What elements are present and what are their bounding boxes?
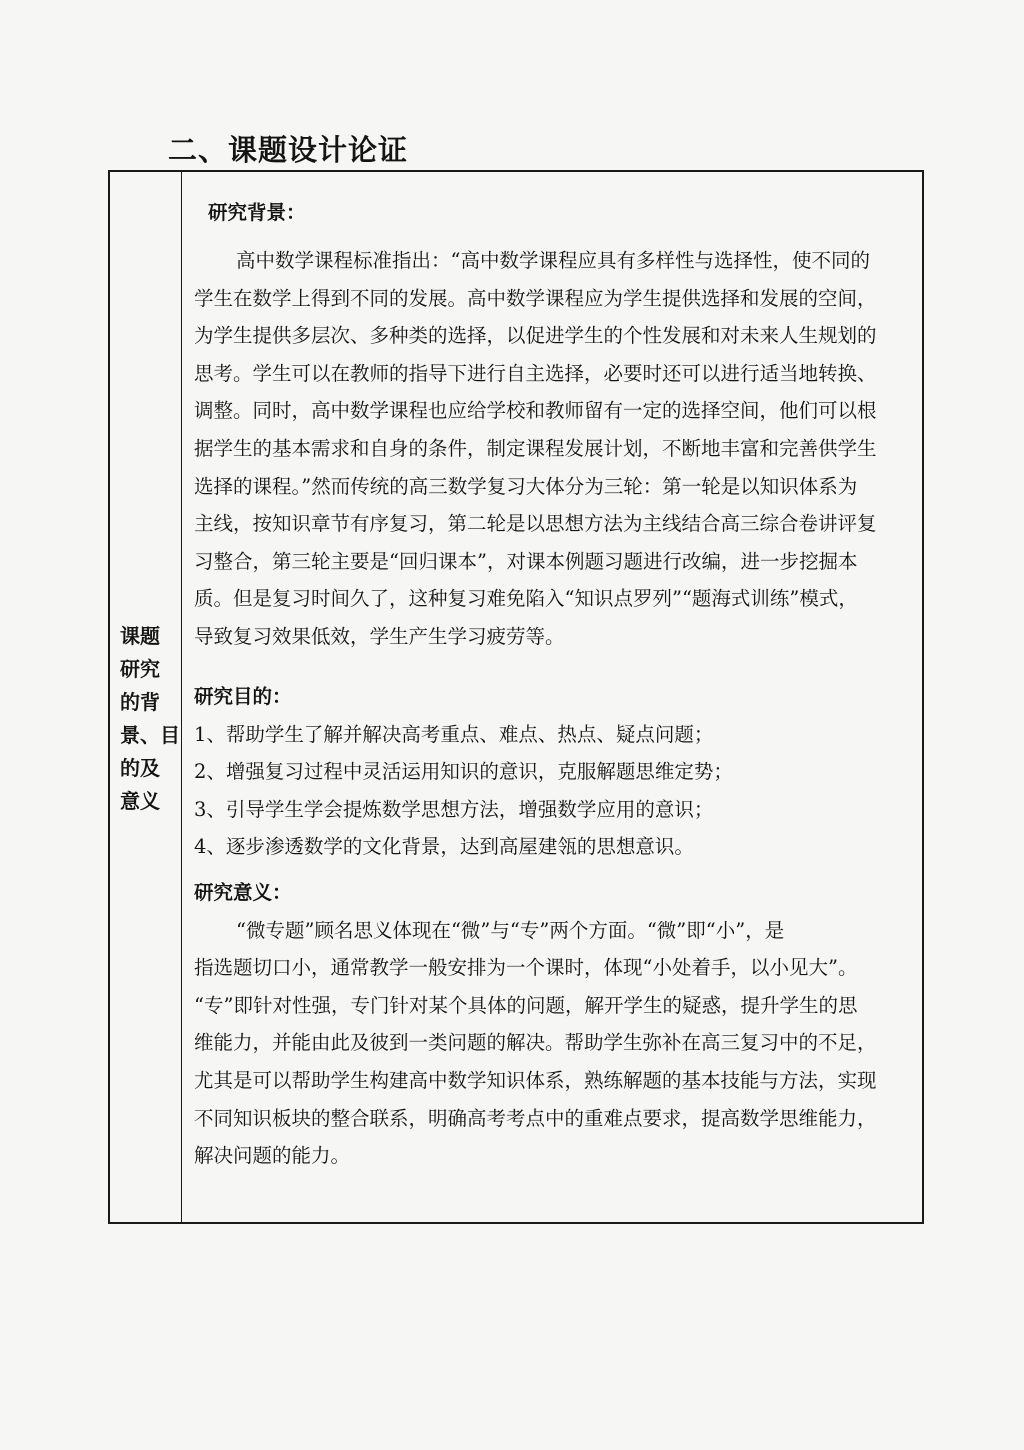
text-line: “专”即针对性强，专门针对某个具体的问题，解开学生的疑惑，提升学生的思: [194, 993, 858, 1017]
text-line: 解决问题的能力。: [194, 1144, 351, 1168]
text-line: 尤其是可以帮助学生构建高中数学知识体系，熟练解题的基本技能与方法，实现: [194, 1068, 877, 1092]
purpose-item: 4、逐步渗透数学的文化背景，达到高屋建瓴的思想意识。: [194, 835, 694, 859]
row-label-line: 课题: [120, 624, 160, 648]
text-line: 据学生的基本需求和自身的条件，制定课程发展计划，不断地丰富和完善供学生: [194, 436, 877, 460]
purpose-section: [194, 678, 920, 866]
text-line: 选择的课程。”然而传统的高三数学复习大体分为三轮：第一轮是以知识体系为: [194, 474, 858, 498]
form-table: [108, 170, 924, 1224]
row-label-line: 意义: [120, 789, 160, 813]
text-line: “微专题”顾名思义体现在“微”与“专”两个方面。“微”即“小”，是: [236, 918, 785, 942]
text-line: 为学生提供多层次、多种类的选择，以促进学生的个性发展和对未来人生规划的: [194, 324, 877, 348]
significance-section: [194, 874, 920, 1175]
text-line: 调整。同时，高中数学课程也应给学校和教师留有一定的选择空间，他们可以根: [194, 399, 877, 423]
row-label-line: 研究: [120, 657, 160, 681]
text-line: 学生在数学上得到不同的发展。高中数学课程应为学生提供选择和发展的空间，: [194, 286, 877, 310]
purpose-item: 2、增强复习过程中灵活运用知识的意识，克服解题思维定势；: [194, 760, 733, 784]
section-title: 二、课题设计论证: [168, 133, 409, 167]
text-line: 主线，按知识章节有序复习，第二轮是以思想方法为主线结合高三综合卷讲评复: [194, 512, 877, 536]
row-label-line: 景、目: [120, 723, 180, 747]
row-label-cell: [110, 172, 182, 1222]
text-line: 质。但是复习时间久了，这种复习难免陷入“知识点罗列”“题海式训练”模式，: [194, 587, 858, 611]
background-paragraph: [194, 242, 920, 656]
text-line: 高中数学课程标准指出：“高中数学课程应具有多样性与选择性，使不同的: [236, 249, 870, 272]
purpose-heading: 研究目的：: [194, 685, 292, 708]
text-line: 指选题切口小，通常教学一般安排为一个课时，体现“小处着手，以小见大”。: [194, 956, 858, 980]
row-label-line: 的背: [120, 690, 160, 714]
purpose-item: 1、帮助学生了解并解决高考重点、难点、热点、疑点问题；: [194, 722, 714, 746]
significance-heading: 研究意义：: [194, 881, 292, 904]
text-line: 习整合，第三轮主要是“回归课本”，对课本例题习题进行改编，进一步挖掘本: [194, 549, 858, 573]
text-line: 不同知识板块的整合联系，明确高考考点中的重难点要求，提高数学思维能力，: [194, 1106, 877, 1130]
row-label-line: 的及: [120, 756, 160, 780]
purpose-item: 3、引导学生学会提炼数学思想方法，增强数学应用的意识；: [194, 797, 714, 821]
text-line: 维能力，并能由此及彼到一类问题的解决。帮助学生弥补在高三复习中的不足，: [194, 1031, 877, 1055]
row-label: [120, 620, 180, 818]
text-line: 导致复习效果低效，学生产生学习疲劳等。: [194, 624, 565, 648]
text-line: 思考。学生可以在教师的指导下进行自主选择，必要时还可以进行适当地转换、: [194, 361, 877, 385]
background-heading: 研究背景：: [208, 201, 306, 224]
